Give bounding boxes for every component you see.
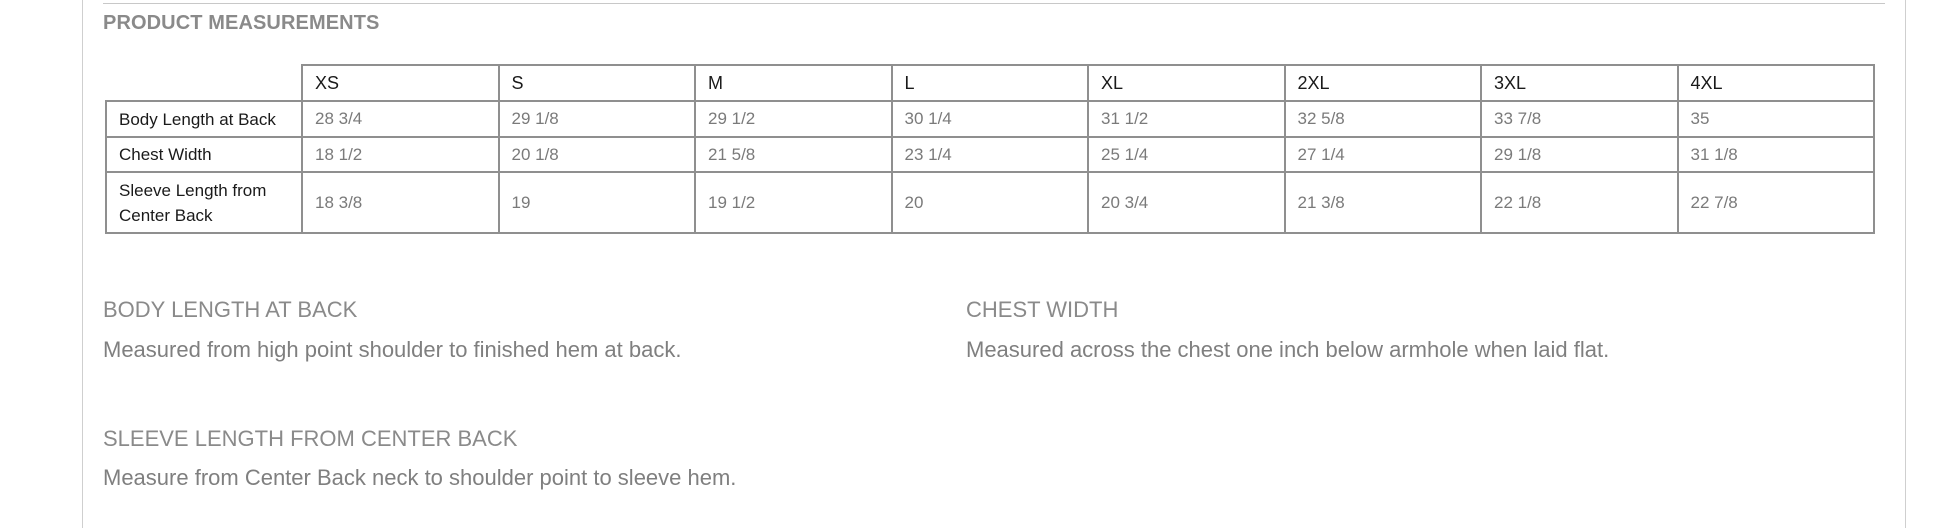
table-cell: 28 3/4	[302, 101, 499, 137]
row-label-body-length: Body Length at Back	[106, 101, 302, 137]
table-cell: 29 1/8	[499, 101, 696, 137]
table-corner-cell	[106, 65, 302, 101]
chest-width-description: Measured across the chest one inch below armhole when laid flat.	[966, 337, 1610, 362]
size-header-xl: XL	[1088, 65, 1285, 101]
size-header-s: S	[499, 65, 696, 101]
table-cell: 18 3/8	[302, 172, 499, 233]
table-cell: 22 1/8	[1481, 172, 1678, 233]
table-row	[106, 172, 1874, 233]
table-row	[106, 101, 1874, 137]
size-header-m: M	[695, 65, 892, 101]
table-cell: 27 1/4	[1285, 137, 1482, 172]
table-cell: 19	[499, 172, 696, 233]
table-cell: 18 1/2	[302, 137, 499, 172]
table-cell: 30 1/4	[892, 101, 1089, 137]
table-cell: 29 1/8	[1481, 137, 1678, 172]
table-cell: 20	[892, 172, 1089, 233]
size-header-4xl: 4XL	[1678, 65, 1875, 101]
table-cell: 32 5/8	[1285, 101, 1482, 137]
row-label-sleeve-length: Sleeve Length from Center Back	[106, 172, 302, 233]
table-cell: 22 7/8	[1678, 172, 1875, 233]
table-cell: 19 1/2	[695, 172, 892, 233]
section-title: PRODUCT MEASUREMENTS	[103, 12, 380, 34]
table-cell: 23 1/4	[892, 137, 1089, 172]
row-label-chest-width: Chest Width	[106, 137, 302, 172]
section-divider	[103, 3, 1885, 4]
table-cell: 29 1/2	[695, 101, 892, 137]
size-header-xs: XS	[302, 65, 499, 101]
table-cell: 21 5/8	[695, 137, 892, 172]
sleeve-length-heading: SLEEVE LENGTH FROM CENTER BACK	[103, 426, 518, 451]
table-cell: 20 3/4	[1088, 172, 1285, 233]
size-header-row	[106, 65, 1874, 101]
table-cell: 33 7/8	[1481, 101, 1678, 137]
table-cell: 20 1/8	[499, 137, 696, 172]
size-header-2xl: 2XL	[1285, 65, 1482, 101]
sleeve-length-description: Measure from Center Back neck to shoulder point to sleeve hem.	[103, 465, 737, 490]
body-length-heading: BODY LENGTH AT BACK	[103, 297, 358, 322]
size-header-l: L	[892, 65, 1089, 101]
table-cell: 31 1/8	[1678, 137, 1875, 172]
body-length-description: Measured from high point shoulder to finished hem at back.	[103, 337, 682, 362]
chest-width-heading: CHEST WIDTH	[966, 297, 1119, 322]
table-cell: 21 3/8	[1285, 172, 1482, 233]
table-cell: 31 1/2	[1088, 101, 1285, 137]
size-header-3xl: 3XL	[1481, 65, 1678, 101]
table-cell: 25 1/4	[1088, 137, 1285, 172]
table-row	[106, 137, 1874, 172]
table-cell: 35	[1678, 101, 1875, 137]
size-chart-table	[105, 64, 1875, 234]
